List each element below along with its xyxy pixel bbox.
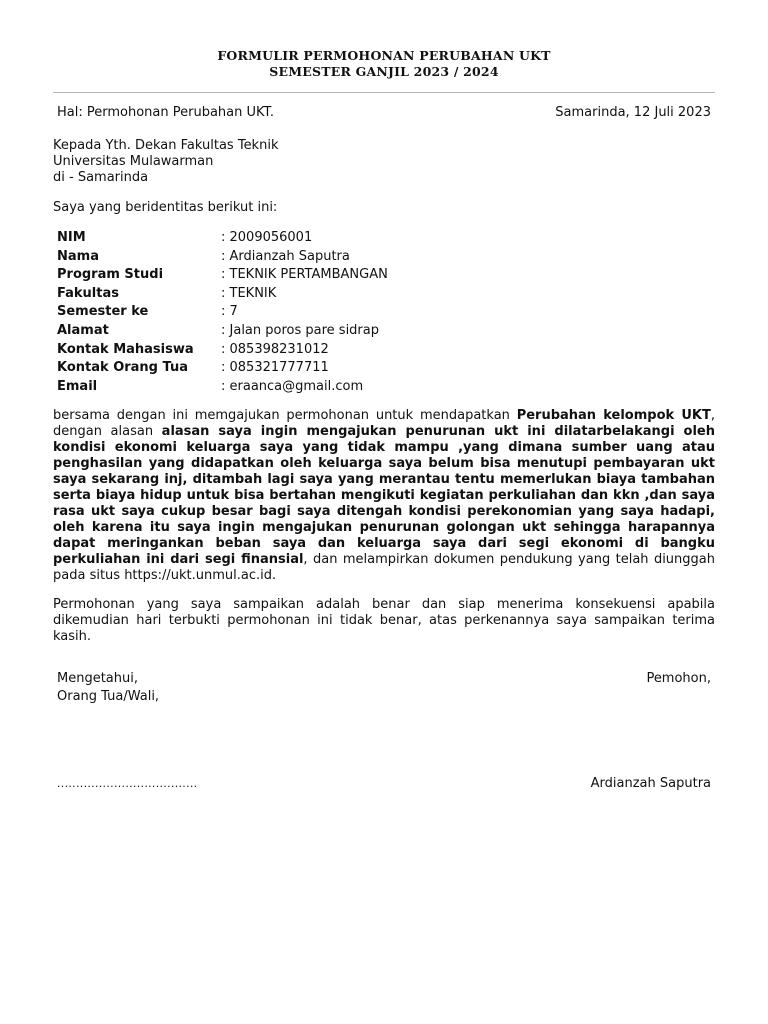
identity-row (57, 285, 388, 304)
identity-value: : Ardianzah Saputra (221, 248, 350, 264)
identity-row (57, 341, 388, 360)
identity-row (57, 266, 388, 285)
identity-label: Semester ke (57, 304, 149, 320)
recipient-block (53, 138, 715, 186)
header-divider (53, 92, 715, 93)
intro-text: Saya yang beridentitas berikut ini: (53, 200, 278, 215)
identity-label: Alamat (57, 322, 109, 338)
request-paragraph (53, 408, 715, 584)
letter-page (53, 48, 715, 792)
identity-value: : eraanca@gmail.com (221, 378, 364, 394)
identity-value: : 2009056001 (221, 230, 313, 245)
signature-headers (53, 670, 715, 706)
identity-label: Kontak Orang Tua (57, 360, 188, 376)
identity-row (57, 229, 388, 248)
identity-row (57, 248, 388, 267)
guardian-ack: Mengetahui, (57, 671, 138, 687)
subject-line: Hal: Permohonan Perubahan UKT. (57, 105, 275, 120)
identity-row (57, 303, 388, 322)
identity-row (57, 322, 388, 341)
statement-paragraph: Permohonan yang saya sampaikan adalah benar dan siap menerima konsekuensi apabila dikemudian hari terbukti permohonan ini tidak benar, atas perkenannya saya sampaikan terima kasih. (53, 597, 715, 645)
signature-names (53, 776, 715, 792)
identity-value: : 085398231012 (221, 341, 329, 357)
identity-label: Program Studi (57, 267, 164, 283)
request-reason: alasan saya ingin mengajukan penurunan ukt ini dilatarbelakangi oleh kondisi ekonomi keluarga saya yang tidak mampu ,yang dimana sumber uang atau penghasilan yang didapatkan oleh keluarga saya belum bisa menutupi pembayaran ukt saya sekarang inj, ditambah lagi saya yang merantau tentu memerlukan biaya tambahan serta biaya hidup untuk bisa bertahan mengikuti kegiatan perkuliahan dan kkn ,dan saya rasa ukt saya cukup besar bagi saya ditengah kondisi perekonomian yang saya hadapi, oleh karena itu saya ingin mengajukan penurunan golongan ukt sehingga harapannya dapat meringankan beban saya dan keluarga saya dari segi ekonomi di bangku perkuliahan ini dari segi finansial (53, 424, 716, 568)
request-text: , dan melampirkan dokumen pendukung yang telah diunggah pada situs https://ukt.unmul.ac.id. (53, 552, 715, 584)
identity-value: : TEKNIK PERTAMBANGAN (221, 267, 388, 283)
recipient-line: Kepada Yth. Dekan Fakultas Teknik (53, 138, 279, 153)
applicant-name: Ardianzah Saputra (590, 776, 711, 792)
guardian-signature-line: ..................................... (57, 777, 198, 791)
identity-label: Email (57, 378, 98, 394)
request-type: Perubahan kelompok UKT (516, 408, 711, 424)
recipient-line: Universitas Mulawarman (53, 154, 214, 169)
form-title-line2: SEMESTER GANJIL 2023 / 2024 (269, 64, 499, 79)
identity-value: : Jalan poros pare sidrap (221, 322, 379, 338)
request-text: bersama dengan ini memgajukan permohonan untuk mendapatkan (53, 408, 517, 424)
identity-value: : 7 (221, 304, 238, 320)
identity-value: : TEKNIK (221, 285, 277, 301)
identity-row (57, 359, 388, 378)
applicant-role: Pemohon, (646, 671, 711, 687)
identity-row (57, 378, 388, 397)
guardian-role: Orang Tua/Wali, (57, 689, 160, 705)
identity-label: NIM (57, 230, 86, 245)
identity-label: Nama (57, 248, 99, 264)
place-date: Samarinda, 12 Juli 2023 (555, 105, 711, 120)
guardian-block (57, 670, 159, 706)
meta-row (53, 105, 715, 121)
request-text: , dengan alasan (53, 408, 715, 440)
form-title-line1: FORMULIR PERMOHONAN PERUBAHAN UKT (217, 48, 551, 63)
identity-label: Kontak Mahasiswa (57, 341, 194, 357)
form-title (53, 48, 715, 80)
identity-value: : 085321777711 (221, 360, 329, 376)
identity-label: Fakultas (57, 285, 119, 301)
recipient-line: di - Samarinda (53, 170, 149, 185)
identity-table (57, 229, 388, 396)
